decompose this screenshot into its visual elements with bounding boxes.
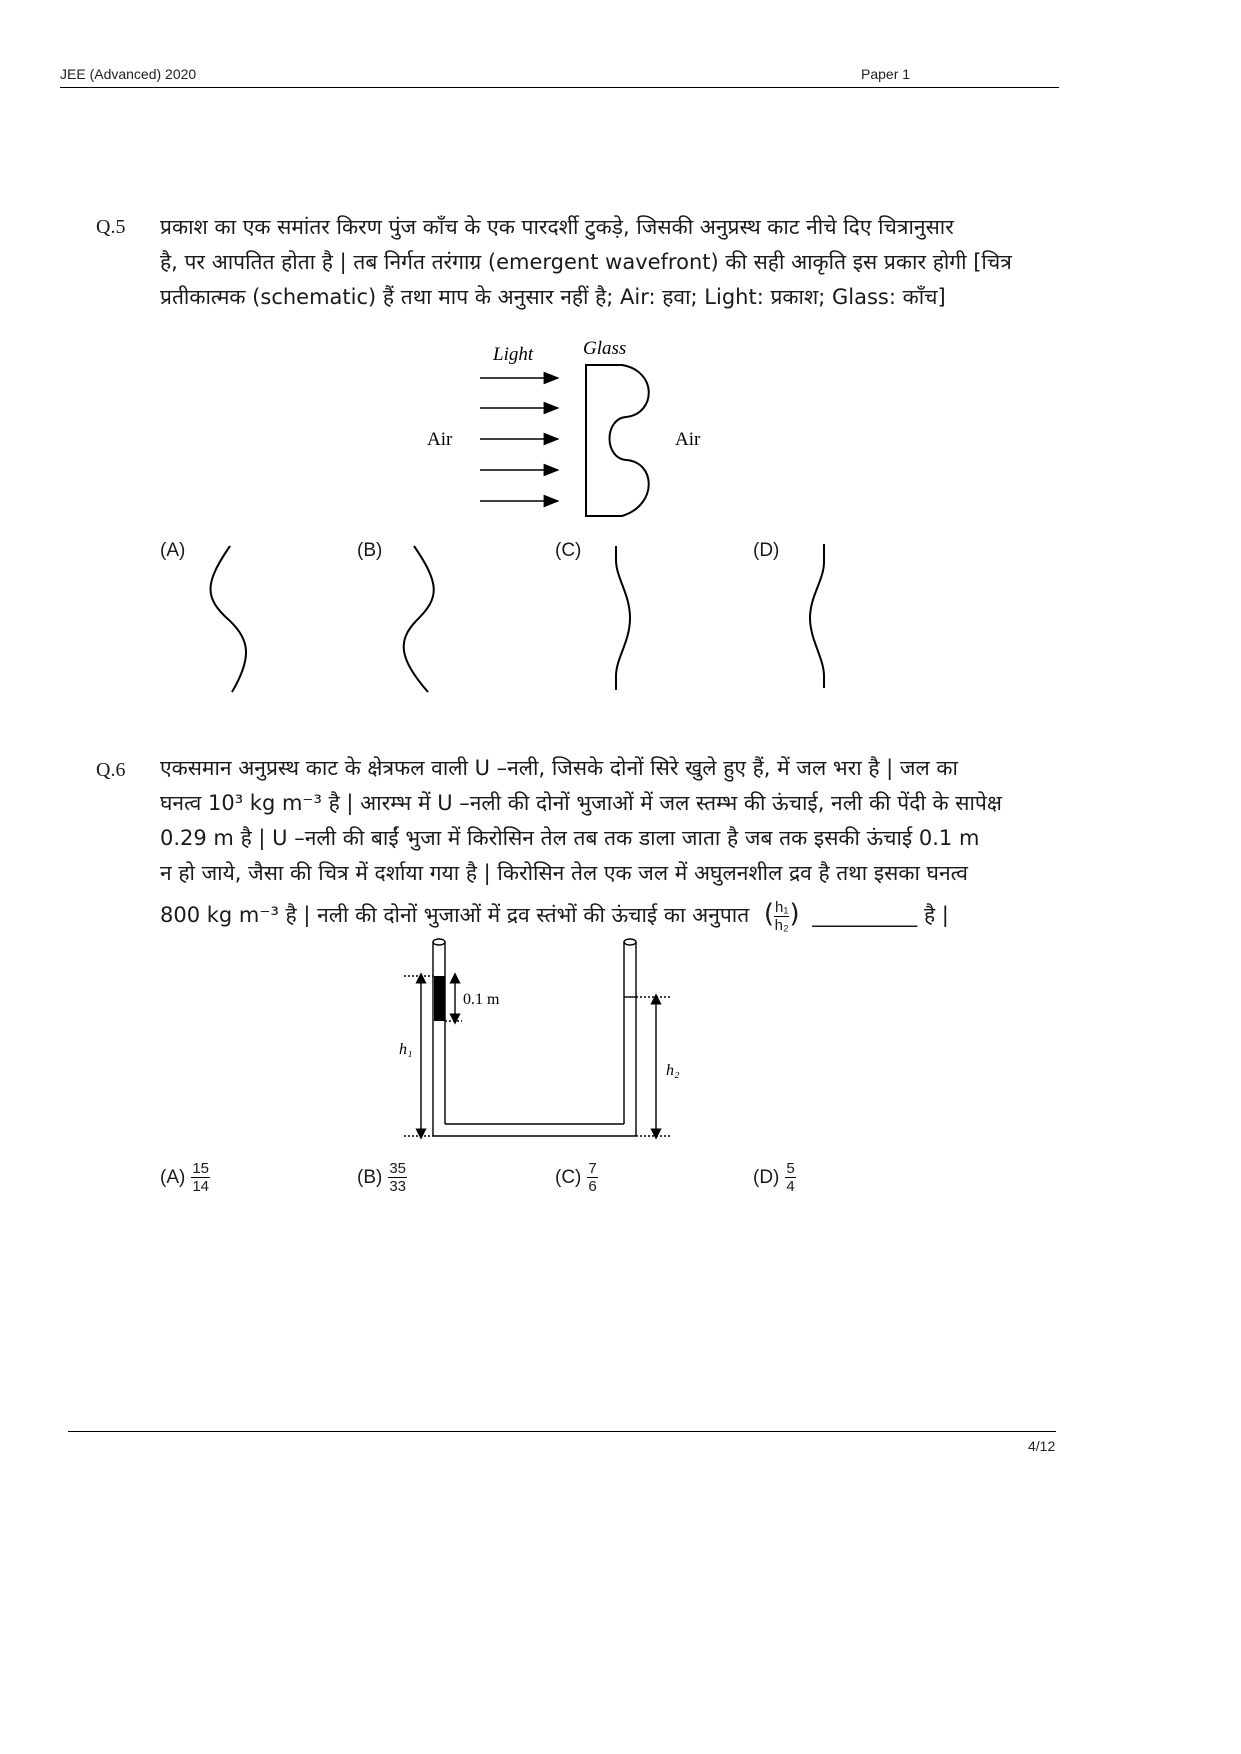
u-tube-left-opening bbox=[433, 939, 445, 945]
q6-line: घनत्व 10³ kg m⁻³ है | आरम्भ में U –नली की दोनों भुजाओं में जल स्तम्भ की ऊंचाई, नली की पेंदी के सापेक्ष bbox=[160, 791, 1002, 815]
exam-title: JEE (Advanced) 2020 bbox=[60, 66, 197, 82]
option-fraction bbox=[587, 1160, 597, 1195]
q6-option-a bbox=[160, 1160, 210, 1195]
fraction-numerator: 5 bbox=[786, 1160, 795, 1177]
oil-height-label: 0.1 m bbox=[463, 991, 500, 1008]
fraction-numerator: 7 bbox=[588, 1160, 597, 1177]
kerosene-column bbox=[434, 976, 445, 1021]
question-number-6: Q.6 bbox=[96, 759, 126, 781]
paper-label: Paper 1 bbox=[861, 66, 911, 82]
ratio-open-paren: ( bbox=[763, 899, 775, 929]
question-number-5: Q.5 bbox=[96, 216, 126, 238]
q5-option-d-label: (D) bbox=[753, 540, 780, 561]
option-fraction bbox=[785, 1160, 795, 1195]
h2-label: h₂ bbox=[666, 1062, 680, 1079]
option-label: (A) bbox=[160, 1166, 186, 1188]
question-5-text bbox=[160, 210, 1012, 315]
h1-label: h₁ bbox=[399, 1041, 413, 1058]
q5-glass-diagram bbox=[400, 335, 740, 525]
fraction-denominator: 4 bbox=[786, 1178, 795, 1195]
wavefront-option-c bbox=[600, 540, 660, 700]
option-label: (B) bbox=[357, 1166, 383, 1188]
question-6-text bbox=[160, 751, 1002, 934]
header-rule bbox=[60, 87, 1059, 88]
option-label: (D) bbox=[753, 1166, 780, 1188]
q6-option-d bbox=[753, 1160, 796, 1195]
q5-line: प्रतीकात्मक (schematic) हैं तथा माप के अनुसार नहीं है; Air: हवा; Light: प्रकाश; Glass: काँच] bbox=[160, 285, 946, 309]
fraction-denominator: 14 bbox=[192, 1178, 210, 1195]
page-number: 4/12 bbox=[1028, 1438, 1056, 1454]
q6-last-line bbox=[160, 897, 1002, 934]
q5-line: प्रकाश का एक समांतर किरण पुंज काँच के एक पारदर्शी टुकड़े, जिसकी अनुप्रस्थ काट नीचे दिए चित्रानुसार bbox=[160, 215, 954, 239]
fraction-numerator: 35 bbox=[389, 1160, 407, 1177]
q5-option-b-label: (B) bbox=[357, 540, 383, 561]
wavefront-option-b bbox=[400, 540, 460, 700]
light-rays bbox=[480, 378, 558, 501]
answer-blank-tail: __________ है | bbox=[812, 903, 949, 927]
u-tube-diagram bbox=[390, 930, 710, 1145]
fraction-denominator: 6 bbox=[588, 1178, 597, 1195]
q6-option-b bbox=[357, 1160, 407, 1195]
q6-line: एकसमान अनुप्रस्थ काट के क्षेत्रफल वाली U –नली, जिसके दोनों सिरे खुले हुए हैं, में जल भरा है | जल का bbox=[160, 756, 958, 780]
q5-line: है, पर आपतित होता है | तब निर्गत तरंगाग्र (emergent wavefront) की सही आकृति इस प्रकार होगी [चित्र bbox=[160, 250, 1012, 274]
option-fraction bbox=[388, 1160, 407, 1195]
ratio-fraction bbox=[774, 899, 789, 934]
light-label: Light bbox=[493, 344, 534, 365]
fraction-denominator: 33 bbox=[389, 1178, 407, 1195]
q6-line: 0.29 m है | U –नली की बाईं भुजा में किरोसिन तेल तब तक डाला जाता है जब तक इसकी ऊंचाई 0.1 m bbox=[160, 826, 980, 850]
q6-line: न हो जाये, जैसा की चित्र में दर्शाया गया है | किरोसिन तेल एक जल में अघुलनशील द्रव है तथा इसका घनत्व bbox=[160, 861, 968, 885]
ratio-close-paren: ) bbox=[789, 899, 800, 929]
option-fraction bbox=[191, 1160, 210, 1195]
option-label: (C) bbox=[555, 1166, 582, 1188]
q5-option-a-label: (A) bbox=[160, 540, 186, 561]
ratio-numerator: h₁ bbox=[775, 898, 789, 916]
u-tube-right-opening bbox=[624, 939, 636, 945]
q5-option-c-label: (C) bbox=[555, 540, 582, 561]
q6-option-c bbox=[555, 1160, 598, 1195]
glass-label: Glass bbox=[583, 338, 627, 359]
wavefront-option-a bbox=[200, 540, 260, 700]
air-left-label: Air bbox=[427, 429, 453, 450]
air-right-label: Air bbox=[675, 429, 701, 450]
glass-slab bbox=[586, 365, 649, 516]
wavefront-option-d bbox=[800, 540, 860, 700]
footer-rule bbox=[68, 1431, 1056, 1432]
q6-line-text: 800 kg m⁻³ है | नली की दोनों भुजाओं में द्रव स्तंभों की ऊंचाई का अनुपात bbox=[160, 903, 750, 927]
fraction-numerator: 15 bbox=[192, 1160, 210, 1177]
ratio-denominator: h₂ bbox=[774, 916, 789, 934]
